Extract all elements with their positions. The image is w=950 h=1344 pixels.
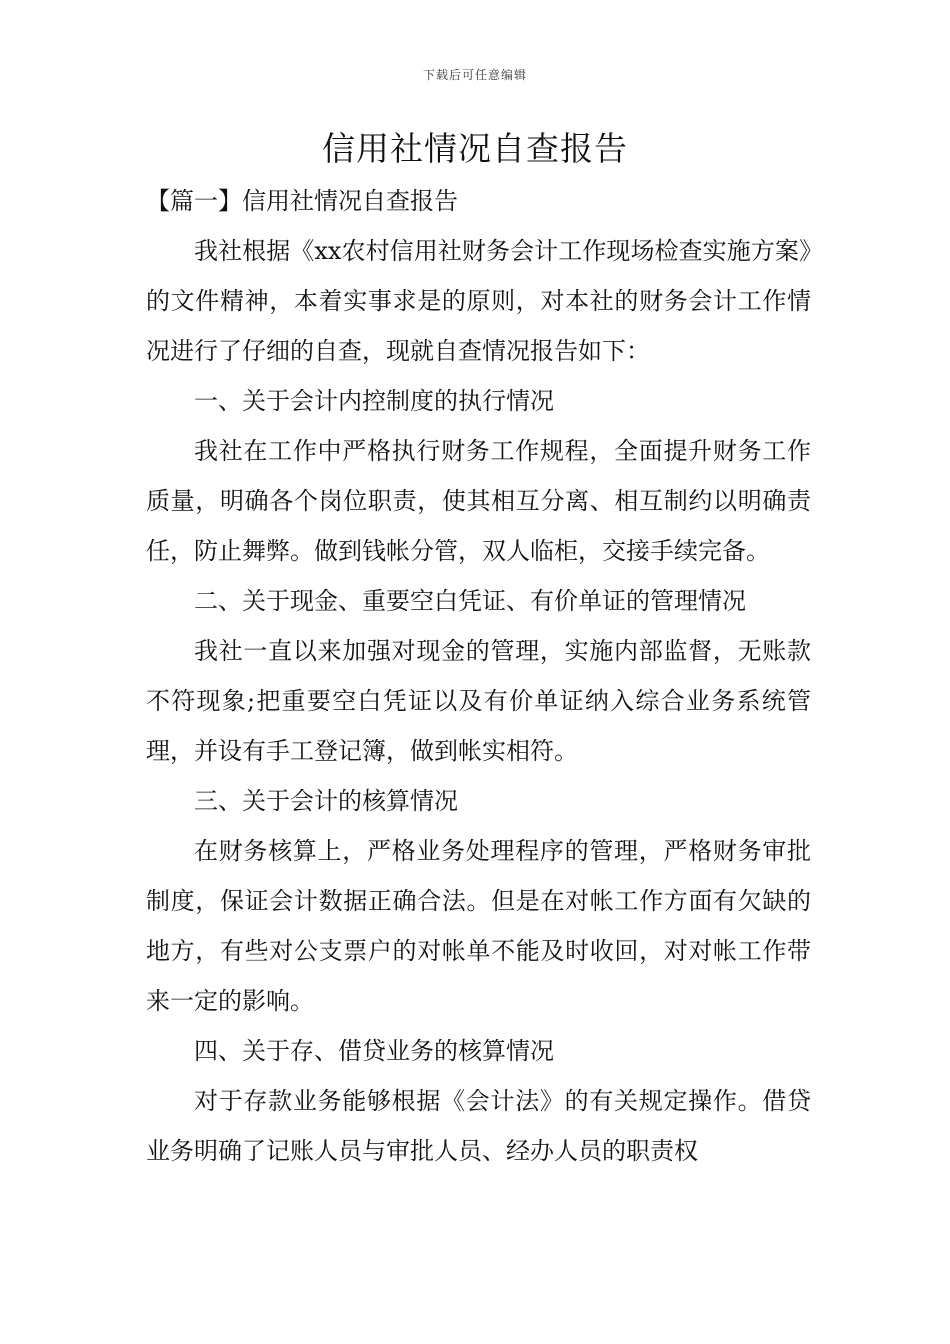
body-paragraph-3: 在财务核算上，严格业务处理程序的管理，严格财务审批制度，保证会计数据正确合法。但是在对帐工作方面有欠缺的地方，有些对公支票户的对帐单不能及时收回，对对帐工作带来一定的影响。 bbox=[146, 837, 811, 1015]
section-heading-4: 四、关于存、借贷业务的核算情况 bbox=[194, 1037, 554, 1065]
intro-paragraph: 我社根据《xx农村信用社财务会计工作现场检查实施方案》的文件精神，本着实事求是的原则，对本社的财务会计工作情况进行了仔细的自查，现就自查情况报告如下： bbox=[146, 237, 811, 365]
section-label: 【篇一】信用社情况自查报告 bbox=[146, 187, 458, 215]
header-note: 下载后可任意编辑 bbox=[422, 68, 527, 82]
document-body bbox=[146, 176, 811, 1176]
body-paragraph-2: 我社一直以来加强对现金的管理，实施内部监督，无账款不符现象;把重要空白凭证以及有价单证纳入综合业务系统管理，并设有手工登记簿，做到帐实相符。 bbox=[146, 637, 811, 765]
section-heading-1: 一、关于会计内控制度的执行情况 bbox=[194, 387, 554, 415]
body-paragraph-4: 对于存款业务能够根据《会计法》的有关规定操作。借贷业务明确了记账人员与审批人员、经办人员的职责权 bbox=[146, 1087, 811, 1165]
section-heading-3: 三、关于会计的核算情况 bbox=[194, 787, 458, 815]
document-title: 信用社情况自查报告 bbox=[322, 129, 628, 168]
section-heading-2: 二、关于现金、重要空白凭证、有价单证的管理情况 bbox=[194, 587, 746, 615]
body-paragraph-1: 我社在工作中严格执行财务工作规程，全面提升财务工作质量，明确各个岗位职责，使其相互分离、相互制约以明确责任，防止舞弊。做到钱帐分管，双人临柜，交接手续完备。 bbox=[146, 437, 811, 565]
